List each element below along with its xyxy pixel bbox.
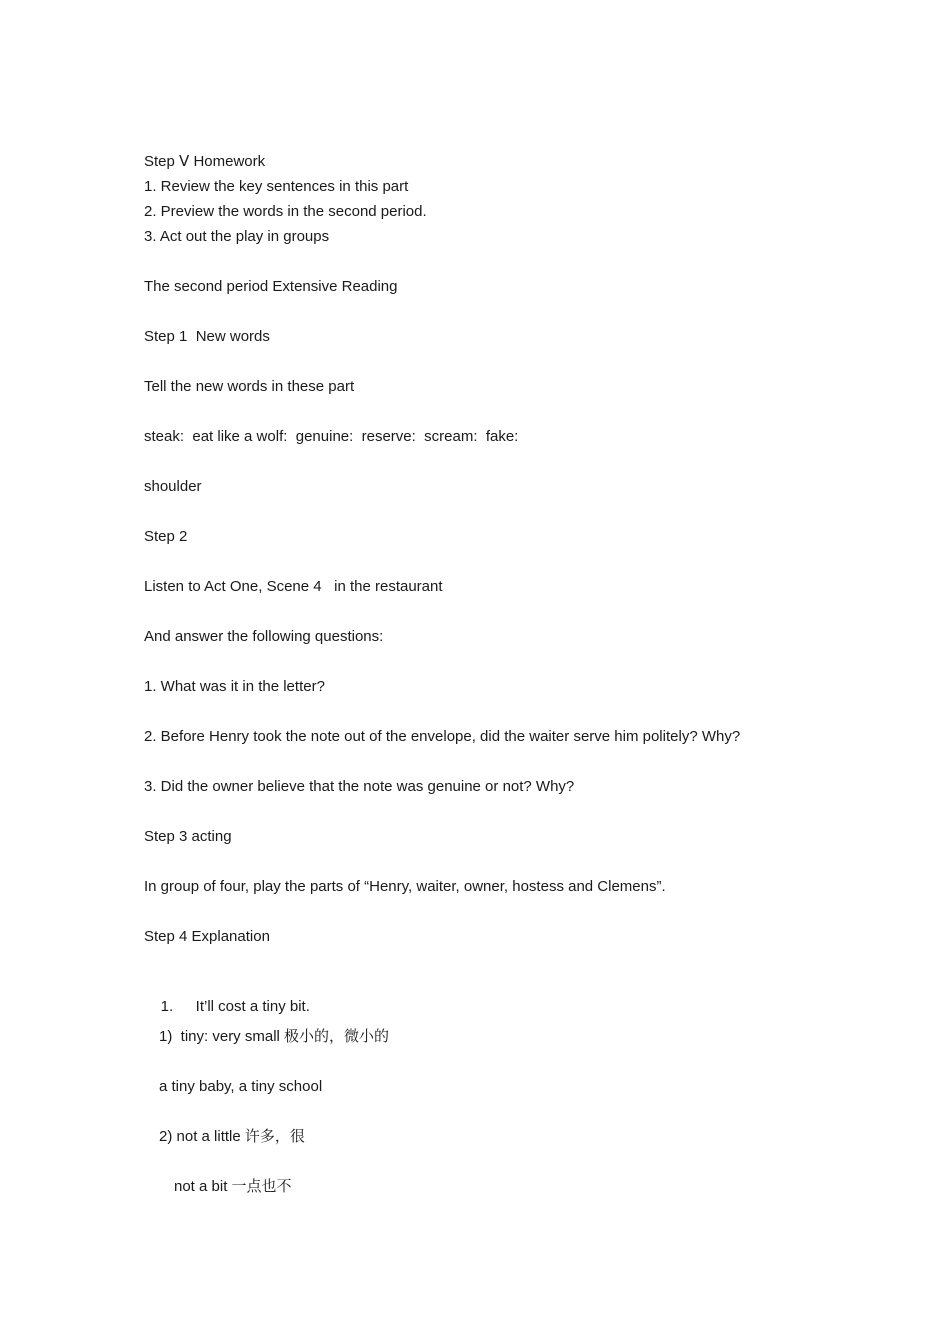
explanation-sub2-example: not a bit 一点也不 [174, 1178, 292, 1195]
question: 2. Before Henry took the note out of the envelope, did the waiter serve him politely? Why? [144, 728, 741, 745]
step1-words: steak: eat like a wolf: genuine: reserve: scream: fake: [144, 428, 519, 445]
explanation-sub2: 2) not a little 许多，很 [159, 1128, 305, 1145]
step1-heading: Step 1 New words [144, 328, 270, 345]
explanation-item-text: It’ll cost a tiny bit. [195, 998, 310, 1015]
homework-heading: Step Ⅴ Homework [144, 153, 266, 170]
explanation-sub1: 1) tiny: very small 极小的，微小的 [159, 1028, 390, 1045]
step4-heading: Step 4 Explanation [144, 928, 270, 945]
homework-item: 1. Review the key sentences in this part [144, 178, 409, 195]
explanation-item-number: 1. [160, 998, 174, 1015]
step3-heading: Step 3 acting [144, 828, 232, 845]
step2-listen: Listen to Act One, Scene 4 in the restaurant [144, 578, 443, 595]
question: 3. Did the owner believe that the note was genuine or not? Why? [144, 778, 575, 795]
step1-instruction: Tell the new words in these part [144, 378, 355, 395]
step2-heading: Step 2 [144, 528, 188, 545]
homework-item: 3. Act out the play in groups [144, 228, 330, 245]
question: 1. What was it in the letter? [144, 678, 325, 695]
step1-words-continued: shoulder [144, 478, 202, 495]
homework-item: 2. Preview the words in the second period. [144, 203, 427, 220]
step2-answer: And answer the following questions: [144, 628, 384, 645]
step3-instruction: In group of four, play the parts of “Henry, waiter, owner, hostess and Clemens”. [144, 878, 666, 895]
explanation-sub1-example: a tiny baby, a tiny school [159, 1078, 323, 1095]
period-title: The second period Extensive Reading [144, 278, 398, 295]
